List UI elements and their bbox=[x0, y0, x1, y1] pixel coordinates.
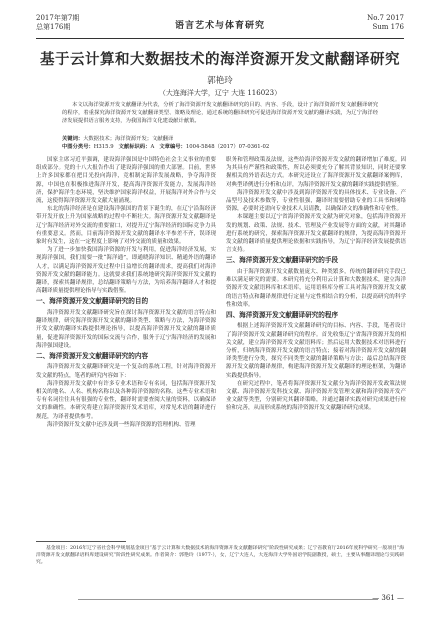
section-heading: 三、海洋资源开发文献翻译研究的手段 bbox=[226, 256, 339, 265]
paragraph: 海洋资源开发文献翻译研究是一个复杂的系统工程，针对海洋资源开发文献的特点，笔者的研究内容如下： bbox=[36, 364, 216, 379]
page-footer bbox=[0, 594, 440, 604]
footnote-divider bbox=[36, 541, 126, 542]
class-label: 中图分类号： bbox=[62, 144, 94, 150]
footnote: 基金项目：2016年辽宁省社会科学规划基金项目“基于云计算和大数据技术的海洋资源开发文献翻译研究”阶段性研究成果；辽宁省教育厅2016年度科学研究一般项目“海洋资源开发文献翻译语料库建设研究”阶段性研究成果。作者简介：郭艳玲（1977-），女，辽宁大连人，大连海洋大学外国语学院副教授，硕士，主要从事翻译理论与实践研究。 bbox=[36, 546, 404, 566]
article-no: 1004-5848（2017）07-0361-02 bbox=[185, 144, 270, 150]
issue-cn: 2017年第7期 bbox=[36, 14, 80, 22]
author-name: 郭艳玲 bbox=[207, 76, 233, 86]
paragraph: 海洋资源开发文献中有许多专业术语和专有名词，包括海洋资源开发相关的地名、人名、机构名称以及各种海洋资源的名称。这些专业术语和专有名词往往具有很强的专业性，翻译时需要查阅大量的资料，以确保译文的准确性。本研究将建立海洋资源开发术语库，对常见术语的翻译进行规范，为译者提供参考。 bbox=[36, 380, 216, 420]
paragraph: 在研究过程中，笔者将海洋资源开发文献分为海洋资源开发政策法规文献、海洋资源开发科技文献、海洋资源开发管理文献和海洋资源开发产业文献等类型，分别研究其翻译策略，并通过翻译实践对研究成果进行检验和完善，从而形成系统的海洋资源开发文献翻译研究成果。 bbox=[226, 380, 406, 412]
header-divider bbox=[36, 38, 404, 39]
section-heading: 二、海洋资源开发文献翻译研究的内容 bbox=[36, 351, 149, 360]
article-title: 基于云计算和大数据技术的海洋资源开发文献翻译研究 bbox=[40, 51, 400, 68]
paragraph: 东北的海洋经济是在建设海洋强国的背景下诞生的，在辽宁沿海经济带开发开放上升为国家战略的过程中不断壮大。海洋资源开发文献翻译是辽宁海洋经济对外交流的重要窗口，对提升辽宁海洋经济的国际竞争力具有重要意义。然而，目前海洋资源开发文献的翻译水平参差不齐，误译现象时有发生，这在一定程度上影响了对外交流的质量和效果。 bbox=[36, 206, 216, 246]
paragraph: 国家主席习近平强调，建设海洋强国是中国特色社会主义事业的重要组成部分。党的十八大报告作出了建设海洋强国的重大部署。目前，世界上许多国家都在把目光投向海洋，竞相制定海洋发展战略，争夺海洋资源，中国也在积极推进海洋开发，提高海洋资源开发能力，发展海洋经济，保护海洋生态环境，坚决维护国家海洋权益，开展海洋对外合作与交流，这使得海洋资源开发文献大量涌现。 bbox=[36, 157, 216, 205]
running-header bbox=[36, 14, 404, 38]
abstract: 本文以海洋资源开发文献翻译为代表，分析了海洋资源开发文献翻译研究的目的、内容、手段，设计了海洋资源开发文献翻译研究的程序，着重探究海洋资源开发文献翻译类型、策略及理论，通过系统的翻译研究可促进海洋资源开发文献的翻译实践，为辽宁海洋经济发展提供语言服务支持，为我国海洋文化建设献计献策。 bbox=[62, 102, 378, 125]
page-number: — 361 — bbox=[372, 594, 404, 602]
section-heading: 一、海洋资源开发文献翻译研究的目的 bbox=[36, 297, 149, 306]
paragraph: 海洋资源开发文献中涉及到海洋资源开发的具体技术、专业设备、产品型号及技术参数等，专业性很强，翻译时需要借助专业的工具书和网络资源，必要时还需向专业技术人员请教，以确保译文的准确性和专业性。 bbox=[226, 189, 406, 213]
keywords-line bbox=[62, 135, 378, 143]
paragraph: 本课题主要以辽宁省海洋资源开发文献为研究对象，包括海洋资源开发的规划、政策、法规、技术、管理及产业发展等方面的文献，对其翻译进行系统的研究，探索海洋资源开发文献翻译的规律，为提高海洋资源开发文献的翻译质量提供理论依据和实践指导，为辽宁海洋经济发展提供语言支持。 bbox=[226, 214, 406, 254]
paragraph: 由于海洋资源开发文献数量庞大、种类繁多，传统的翻译研究手段已难以满足研究的需要。本研究将充分利用云计算和大数据技术，建立海洋资源开发文献语料库和术语库，运用语料库分析工具对海洋资源开发文献的语言特点和翻译规律进行定量与定性相结合的分析，以提高研究的科学性和效率。 bbox=[226, 268, 406, 308]
doc-code: A bbox=[150, 144, 155, 150]
issue-total-en: Sum 176 bbox=[372, 23, 404, 31]
doc-code-label: 文献标识码： bbox=[118, 144, 151, 150]
classification-line bbox=[62, 143, 378, 151]
paragraph: 根据上述海洋资源开发文献翻译研究的目标、内容、手段，笔者设计了海洋资源开发文献翻译研究的程序。首先收集辽宁省海洋资源开发的相关文献，建立海洋资源开发文献语料库；然后运用大数据技术对语料进行分析，归纳海洋资源开发文献的语言特点；接着对海洋资源开发文献的翻译类型进行分类，探究不同类型文献的翻译策略与方法；最后总结海洋资源开发文献的翻译规律，构建海洋资源开发文献翻译的理论框架，为翻译实践提供指导。 bbox=[226, 323, 406, 379]
paragraph: 为了进一步加快我国海洋资源的开发与利用，促进海洋经济发展，实现海洋强国，我们需要一批“海洋通”，即通晓海洋知识、精通外语的翻译人才，以满足海洋资源开发过程中日益增长的翻译需求，提高我们对海洋资源开发文献的翻译能力。这就要求我们系统地研究海洋资源开发文献的翻译，探索其翻译规律，总结翻译策略与方法，为培养海洋翻译人才和提高翻译质量提供理论指导与实践借鉴。 bbox=[36, 247, 216, 295]
keywords-text: 大数据技术；海洋资源开发；文献翻译 bbox=[83, 136, 174, 142]
author-affiliation: （大连海洋大学，辽宁 大连 116023） bbox=[158, 89, 282, 97]
article-no-label: 文章编号： bbox=[159, 144, 186, 150]
keywords-label: 关键词： bbox=[62, 136, 84, 142]
header-issue-right bbox=[367, 14, 404, 32]
paragraph: 海洋资源开发文献翻译研究旨在探讨海洋资源开发文献的语言特点和翻译规律，研究海洋资源开发文献的翻译类型、策略与方法，为海洋资源开发文献的翻译实践提供理论指导，以提高海洋资源开发文献的翻译质量，促进海洋资源开发的国际交流与合作，服务于辽宁海洋经济的发展和海洋强国建设。 bbox=[36, 309, 216, 349]
journal-name: 语言艺术与体育研究 bbox=[174, 21, 265, 31]
section-heading: 四、海洋资源开发文献翻译研究的程序 bbox=[226, 310, 339, 319]
paragraph: 职务和管理政策及法规，这些给海洋资源开发文献的翻译增加了难度。因为其具有严谨性和政策性，所以必须要充分了解其背景知识，同时还要掌握相关的外语表达方式。本研究还设立了海洋资源开发文献翻译案例库，对典型译例进行分析和点评，为海洋资源开发文献的翻译实践提供借鉴。 bbox=[226, 157, 406, 188]
footer-rule bbox=[78, 599, 378, 600]
left-column bbox=[36, 156, 216, 429]
paragraph: 海洋资源开发文献中还涉及到一些海洋资源的管理机构、管理 bbox=[47, 421, 196, 428]
class-no: H315.9 bbox=[93, 144, 114, 150]
issue-en: No.7 2017 bbox=[367, 14, 404, 22]
issue-total-cn: 总第176期 bbox=[36, 23, 71, 31]
right-column bbox=[226, 156, 406, 413]
